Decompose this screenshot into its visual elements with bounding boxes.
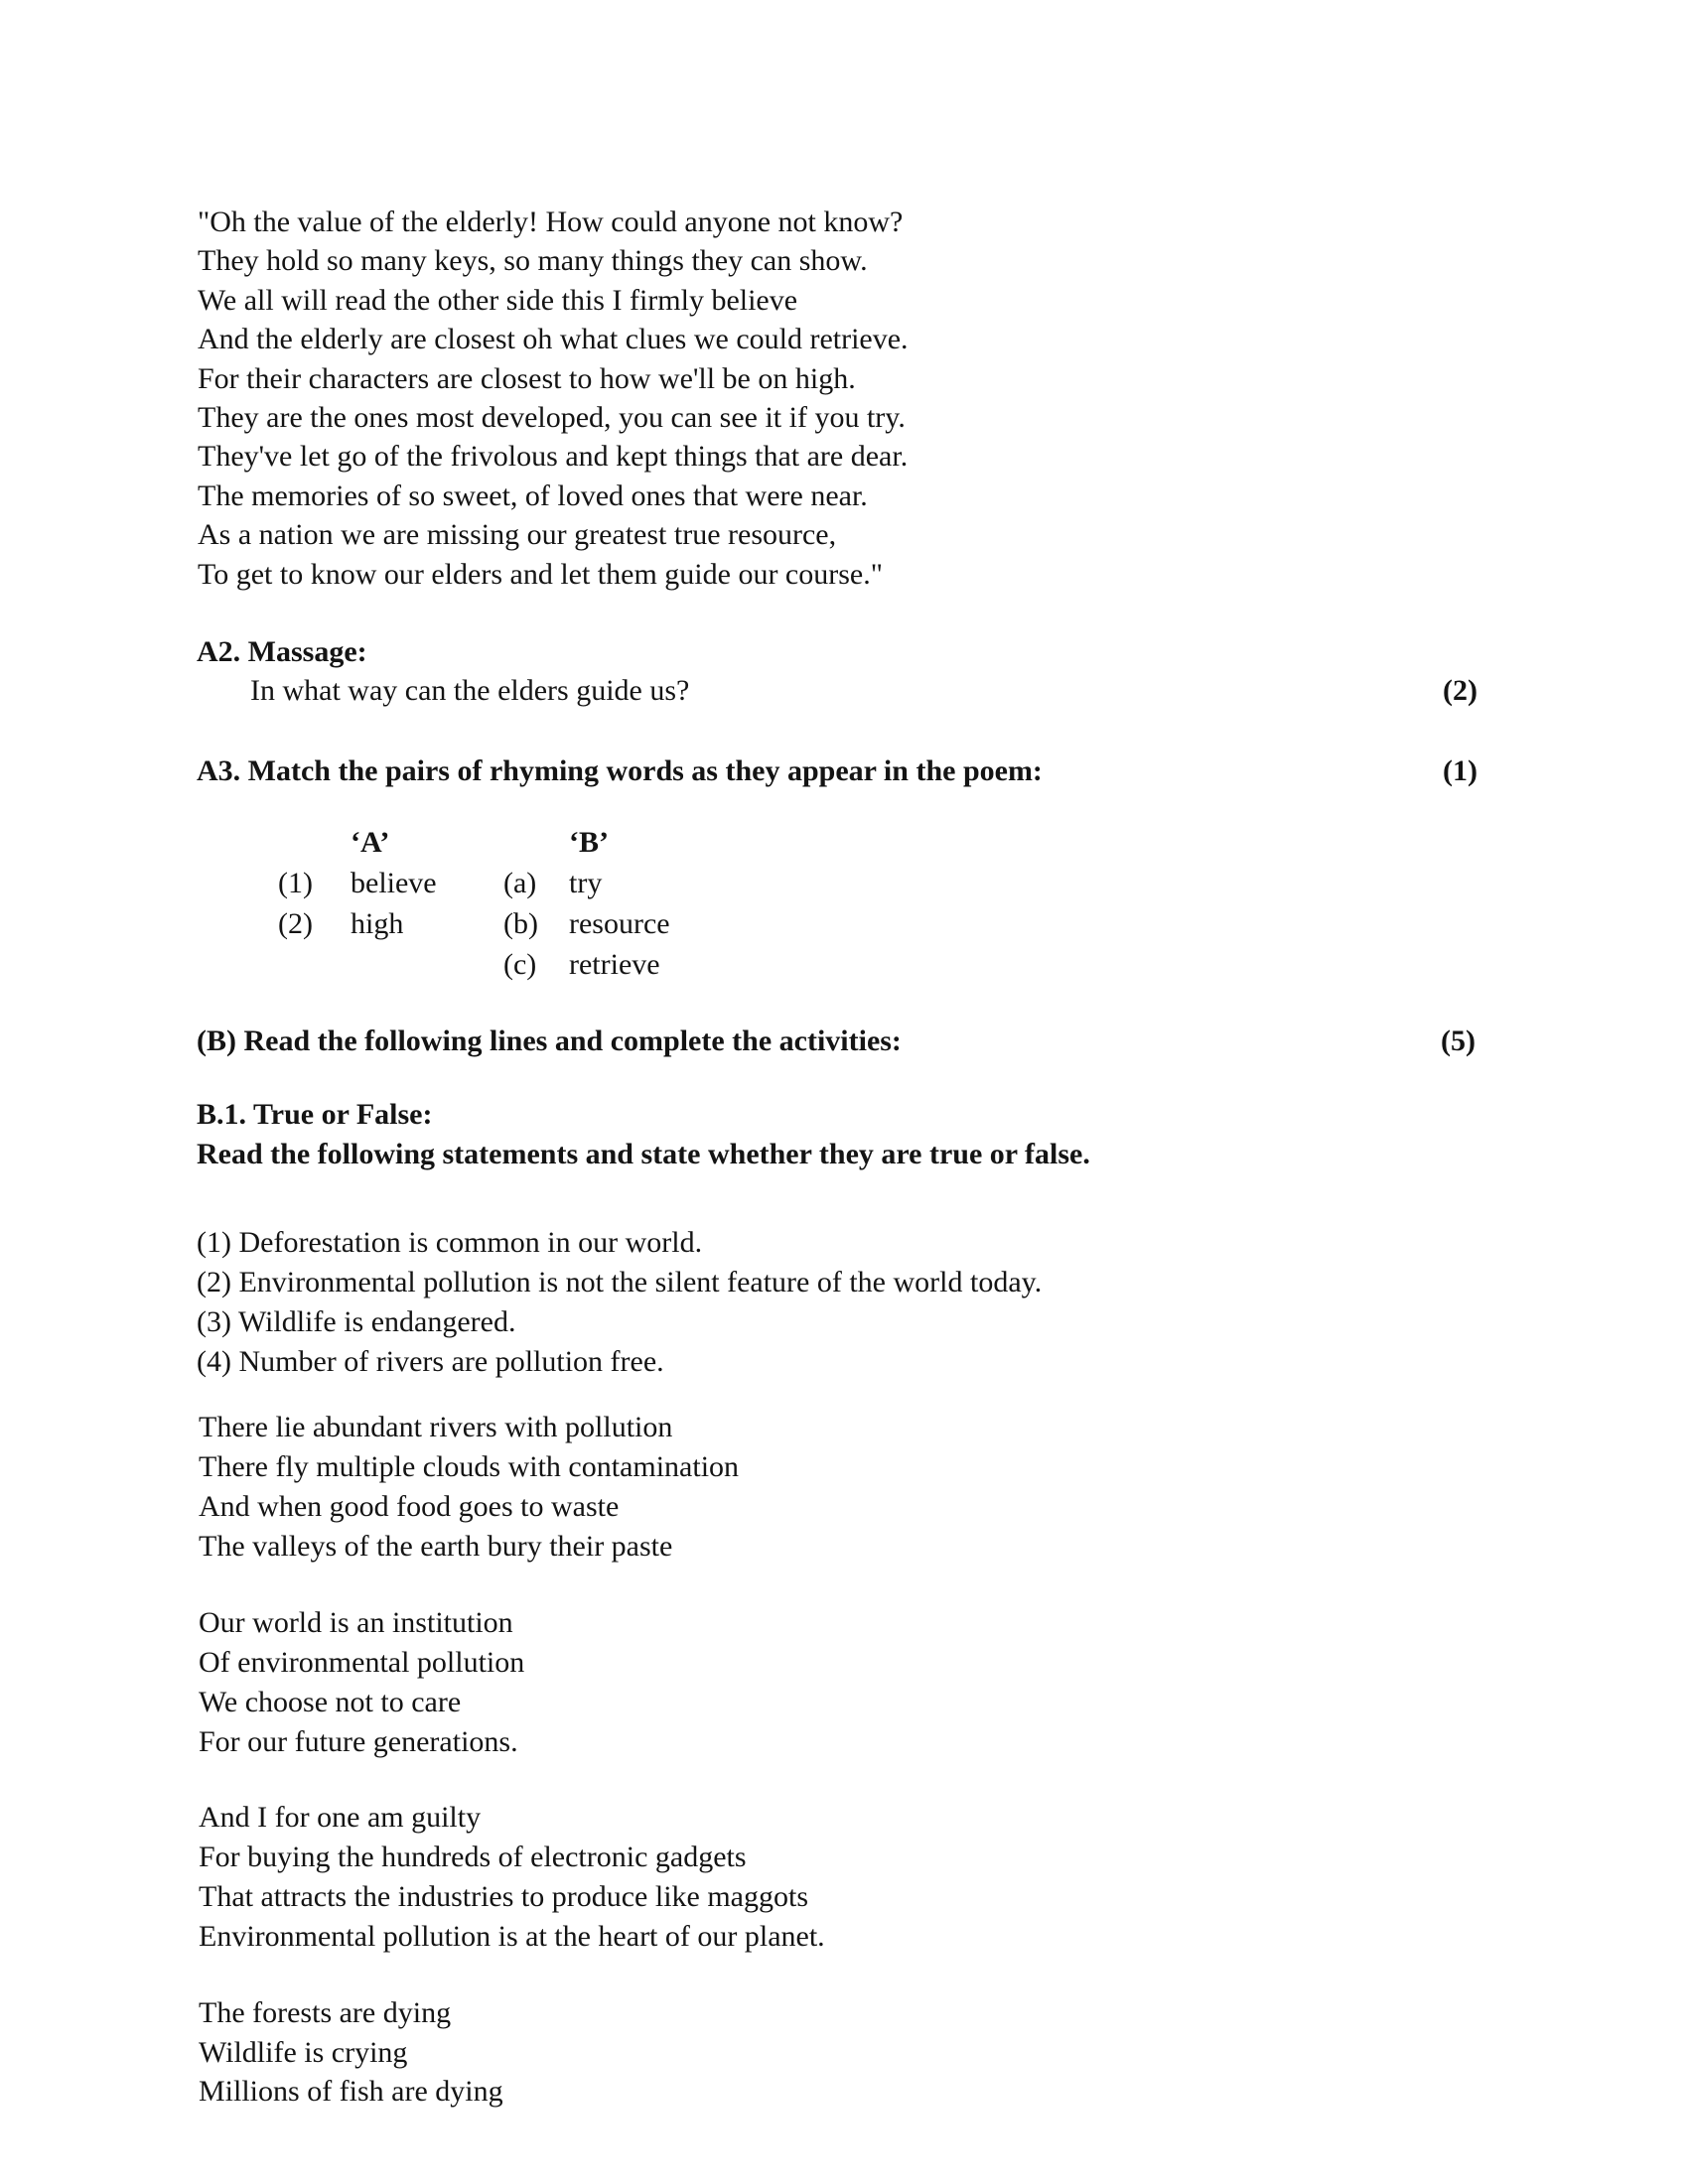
poem-elderly xyxy=(198,203,909,594)
poem-line: "Oh the value of the elderly! How could anyone not know? xyxy=(198,205,904,238)
question-b1-instruction: Read the following statements and state whether they are true or false. xyxy=(197,1138,1090,1170)
statement: (4) Number of rivers are pollution free. xyxy=(197,1345,664,1378)
marks-a2: (2) xyxy=(1443,674,1477,707)
matching-table-row xyxy=(278,944,827,985)
poem-pollution-stanza-2 xyxy=(199,1603,524,1762)
matching-table-row xyxy=(278,903,827,944)
item-letter: (b) xyxy=(503,907,538,940)
statement: (2) Environmental pollution is not the silent feature of the world today. xyxy=(197,1266,1043,1298)
matching-table-row xyxy=(278,863,827,903)
empty-cell xyxy=(503,822,569,863)
statement: (1) Deforestation is common in our world. xyxy=(197,1226,703,1259)
poem-line: The memories of so sweet, of loved ones that were near. xyxy=(198,478,868,512)
question-b1-heading: B.1. True or False: xyxy=(197,1098,433,1131)
item-number: (1) xyxy=(278,867,313,899)
marks-a3: (1) xyxy=(1443,754,1477,787)
poem-line: To get to know our elders and let them guide our course." xyxy=(198,557,883,591)
column-b-word: retrieve xyxy=(569,948,660,981)
column-b-word: try xyxy=(569,867,603,899)
empty-cell xyxy=(278,944,351,985)
matching-table-header-row xyxy=(278,822,827,863)
poem-line: That attracts the industries to produce like maggots xyxy=(199,1880,809,1913)
column-a-word: believe xyxy=(351,867,437,899)
poem-line: And the elderly are closest oh what clues we could retrieve. xyxy=(198,323,909,356)
item-letter: (a) xyxy=(503,867,537,899)
poem-line: For our future generations. xyxy=(199,1725,518,1758)
poem-line: Millions of fish are dying xyxy=(199,2075,503,2109)
poem-line: Of environmental pollution xyxy=(199,1646,525,1679)
poem-line: The forests are dying xyxy=(199,1996,452,2029)
poem-line: The valleys of the earth bury their paste xyxy=(199,1530,673,1563)
poem-line: They've let go of the frivolous and kept things that are dear. xyxy=(198,440,909,474)
column-b-word: resource xyxy=(569,907,670,940)
poem-pollution-stanza-4 xyxy=(199,1993,503,2112)
item-number: (2) xyxy=(278,907,313,940)
marks-section-b: (5) xyxy=(1441,1024,1476,1057)
poem-pollution-stanza-3 xyxy=(199,1798,825,1957)
question-a2-text: In what way can the elders guide us? xyxy=(250,674,690,707)
empty-cell xyxy=(278,822,351,863)
poem-line: For their characters are closest to how we'll be on high. xyxy=(198,361,856,395)
poem-line: As a nation we are missing our greatest true resource, xyxy=(198,518,837,552)
item-letter: (c) xyxy=(503,948,537,981)
question-a2-heading: A2. Massage: xyxy=(197,635,367,668)
poem-line: There fly multiple clouds with contamination xyxy=(199,1450,740,1483)
question-b1-block xyxy=(197,1095,1090,1174)
poem-line: Our world is an institution xyxy=(199,1606,513,1639)
section-b-heading: (B) Read the following lines and complete the activities: xyxy=(197,1024,902,1057)
column-a-word: high xyxy=(351,907,404,940)
column-b-header: ‘B’ xyxy=(569,826,609,859)
poem-line: And when good food goes to waste xyxy=(199,1490,620,1523)
poem-pollution-stanza-1 xyxy=(199,1408,739,1567)
poem-line: We choose not to care xyxy=(199,1686,462,1718)
poem-line: There lie abundant rivers with pollution xyxy=(199,1411,673,1443)
question-a3-heading: A3. Match the pairs of rhyming words as they appear in the poem: xyxy=(197,754,1043,787)
column-a-header: ‘A’ xyxy=(351,826,390,859)
poem-line: And I for one am guilty xyxy=(199,1801,482,1834)
matching-table xyxy=(278,822,827,985)
poem-line: We all will read the other side this I firmly believe xyxy=(198,283,798,317)
poem-line: They hold so many keys, so many things they can show. xyxy=(198,244,868,278)
poem-line: For buying the hundreds of electronic gadgets xyxy=(199,1841,747,1873)
poem-line: They are the ones most developed, you can see it if you try. xyxy=(198,401,906,435)
empty-cell xyxy=(351,944,503,985)
statement: (3) Wildlife is endangered. xyxy=(197,1305,516,1338)
true-false-statements xyxy=(197,1223,1042,1382)
poem-line: Environmental pollution is at the heart of our planet. xyxy=(199,1920,825,1953)
poem-line: Wildlife is crying xyxy=(199,2035,408,2069)
